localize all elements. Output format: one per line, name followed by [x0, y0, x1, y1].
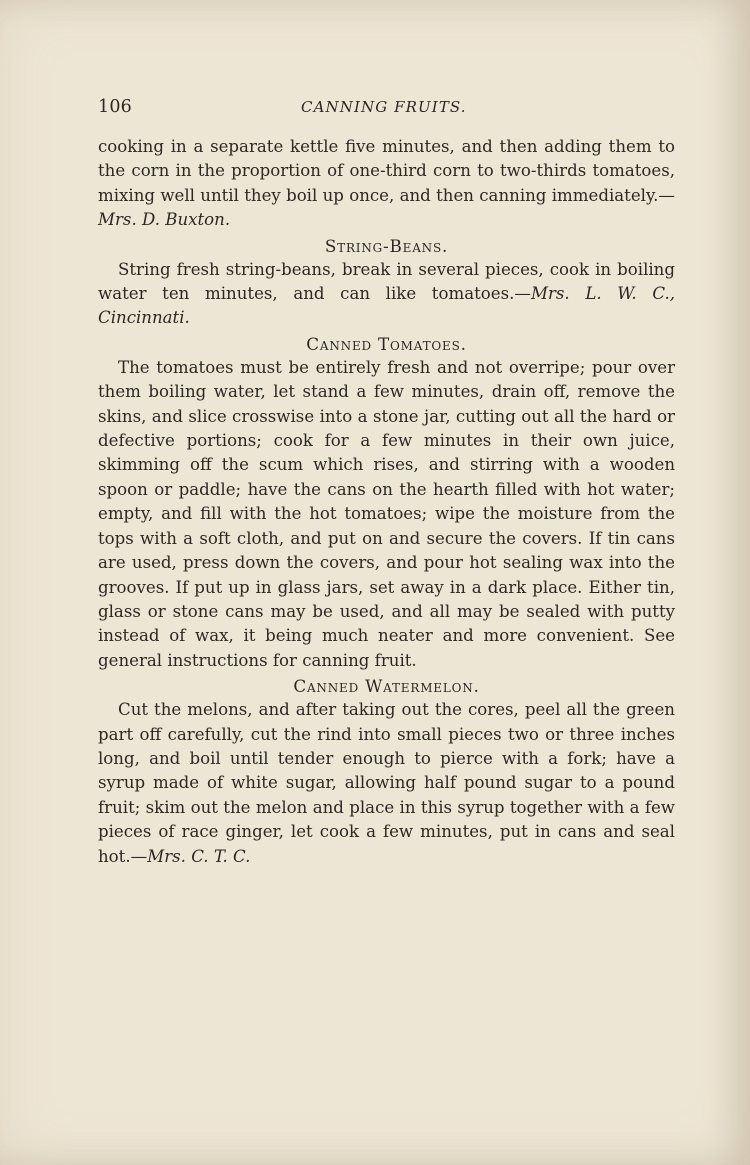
intro-signature: Mrs. D. Buxton.: [98, 210, 231, 230]
string-beans-paragraph: [98, 258, 675, 331]
canned-watermelon-heading: Canned Watermelon.: [293, 676, 480, 697]
canned-tomatoes-heading: Canned Tomatoes.: [306, 333, 467, 354]
string-beans-signature: Mrs. L. W. C., Cincinnati.: [98, 284, 675, 328]
intro-text: cooking in a separate kettle five minutes, and then adding them to the corn in the proportion of one-third corn to two-thirds tomatoes, mixing well until they boil up once, and then canning immediately.—: [98, 137, 675, 205]
canned-watermelon-paragraph: [98, 698, 675, 869]
string-beans-heading: String-Beans.: [324, 235, 449, 256]
canned-watermelon-text: Cut the melons, and after taking out the cores, peel all the green part off carefully, cut the rind into small pieces two or three inches long, and boil until tender enough to pierce with a fork; have a syrup made of white sugar, allowing half pound sugar to a pound fruit; skim out the melon and place in this syrup together with a few pieces of race ginger, let cook a few minutes, put in cans and seal hot.—: [98, 700, 675, 866]
canned-watermelon-signature: Mrs. C. T. C.: [147, 846, 251, 866]
intro-paragraph: [98, 135, 675, 233]
canned-tomatoes-paragraph: The tomatoes must be entirely fresh and not overripe; pour over them boiling water, let stand a few minutes, drain off, remove the skins, and slice crosswise into a stone jar, cutting out all the hard or defective portions; cook for a few minutes in their own juice, skimming off the scum which rises, and stirring with a wooden spoon or paddle; have the cans on the hearth filled with hot water; empty, and fill with the hot tomatoes; wipe the moisture from the tops with a soft cloth, and put on and secure the covers. If tin cans are used, press down the covers, and pour hot sealing wax into the grooves. If put up in glass jars, set away in a dark place. Either tin, glass or stone cans may be used, and all may be sealed with putty instead of wax, it being much neater and more convenient. See general instructions for canning fruit.: [98, 357, 675, 670]
string-beans-text: String fresh string-beans, break in several pieces, cook in boiling water ten minutes, and can like tomatoes.—: [98, 259, 675, 304]
running-title: CANNING FRUITS.: [301, 98, 467, 116]
text-block: [98, 97, 675, 869]
page-number: 106: [98, 97, 133, 117]
running-head: [98, 97, 675, 121]
